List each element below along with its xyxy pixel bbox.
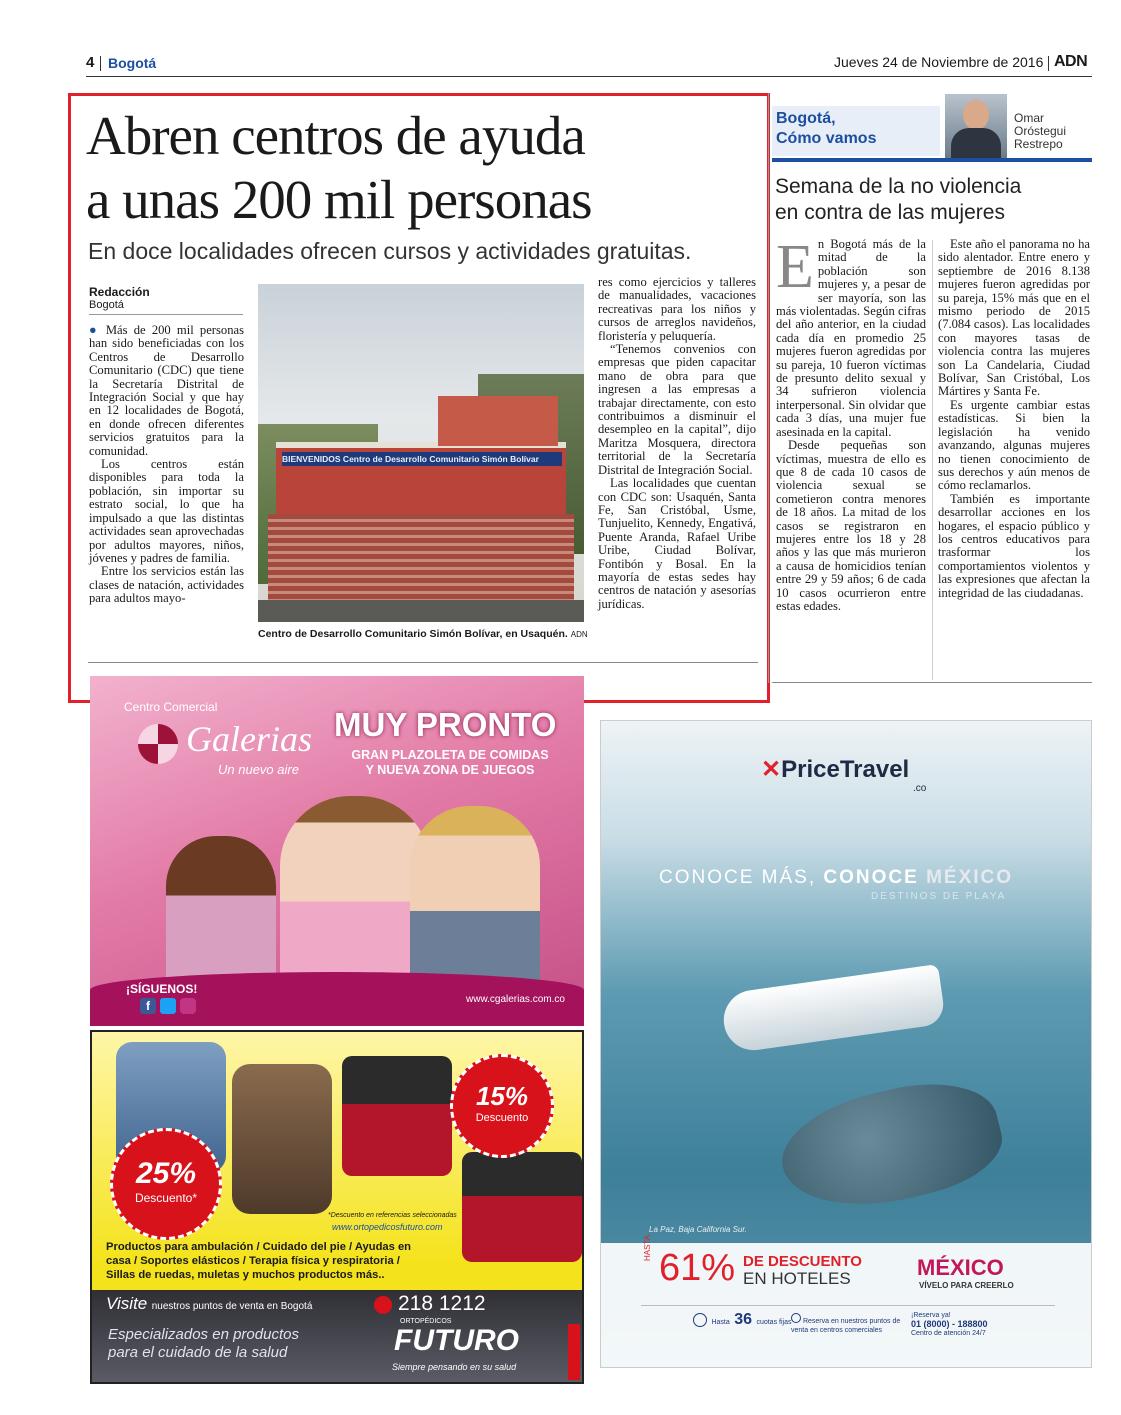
ad-pricetravel[interactable]: [600, 720, 1092, 1368]
col2-p1: res como ejercicios y talleres de manualidades, vacaciones recreativas para los niños y cursos de arreglos navideños, floristería y peluquería.: [598, 275, 756, 343]
brand-logo: ADN: [1054, 53, 1088, 70]
column-section-tab: [772, 106, 940, 156]
ad-futuro[interactable]: [90, 1030, 584, 1384]
building-sign: BIENVENIDOS Centro de Desarrollo Comunitario Simón Bolívar: [282, 452, 562, 466]
col2-p2: “Tenemos convenios con empresas que piden capacitar mano de obra para que ingresen a las empresas a trabajar directamente, con esto contribuimos a disminuir el desempleo en la capital”, dijo Maritza Mosquera, directora territorial de la Secretaría Distrital de Integración Social.: [598, 342, 756, 477]
column-c1-p1: n Bogotá más de la mitad de la población son mujeres y, a pesar de ser mayoría, son las más violentadas. Según cifras del año anterior, en la ciudad cada día en promedio 25 mujeres fueron agredidas por su pareja, 10 fueron víctimas de presunto delito sexual y 34 sufrieron violencia interpersonal. Sin olvidar que cada 3 días, una mujer fue asesinada en la capital.: [776, 237, 926, 439]
feature-cuotas: Hasta 36 cuotas fijas: [693, 1311, 791, 1329]
pricetravel-hasta: HASTA: [643, 1234, 652, 1261]
author-first: Omar: [1014, 111, 1044, 125]
article-col-1: [89, 324, 244, 606]
futuro-brand: FUTURO: [394, 1324, 519, 1357]
futuro-phone[interactable]: 218 1212: [398, 1292, 486, 1315]
discount-badge-25: 25% Descuento*: [110, 1128, 222, 1240]
futuro-products: Productos para ambulación / Cuidado del pie / Ayudas en casa / Soportes elásticos / Terapia física y respiratoria / Sillas de ruedas, muletas y muchos productos más..: [106, 1241, 412, 1281]
social-icons: [140, 998, 204, 1016]
header-divider: [100, 56, 101, 71]
page-header: [86, 54, 1092, 76]
dropcap: E: [776, 233, 814, 301]
photo-caption-block: [258, 628, 588, 640]
subhead: En doce localidades ofrecen cursos y actividades gratuitas.: [88, 238, 692, 264]
galerias-sub: GRAN PLAZOLETA DE COMIDAS Y NUEVA ZONA DE JUEGOS: [351, 748, 549, 777]
column-c2-p2: Es urgente cambiar estas estadísticas. Si bien la legislación ha venido avanzando, algunas mujeres no tienen conocimiento de sus derechos y aún menos de cómo reclamarlos.: [938, 397, 1090, 493]
scooter-red-2: [462, 1152, 582, 1262]
store-icon: [791, 1313, 801, 1323]
column-bottom-rule: [772, 682, 1092, 683]
whale-shark: [771, 1066, 1011, 1226]
column-section-line-2: Cómo vamos: [776, 130, 877, 147]
article-photo: [258, 284, 584, 622]
pricetravel-suffix: .co: [913, 783, 927, 794]
column-title-line-1: Semana de la no violencia: [775, 175, 1022, 198]
futuro-note: *Descuento en referencias seleccionadas: [328, 1212, 457, 1219]
galerias-tagline: Un nuevo aire: [218, 762, 299, 777]
pricetravel-headline: CONOCE MÁS, CONOCE MÉXICO: [659, 867, 1014, 888]
header-rule: [86, 76, 1092, 77]
pricetravel-sub: DESTINOS DE PLAYA: [871, 891, 1007, 902]
futuro-url[interactable]: www.ortopedicosfuturo.com: [332, 1222, 443, 1232]
column-title-line-2: en contra de las mujeres: [775, 201, 1005, 224]
galerias-follow: ¡SÍGUENOS!: [126, 982, 198, 996]
col2-p3: Las localidades que cuentan con CDC son: Usaquén, Santa Fe, San Cristóbal, Usme, Tunjuelito, Kennedy, Engativá, Puente Aranda, Rafael Uribe Uribe, Ciudad Bolívar, Fontibón y Bosal. En la mayoría de estas sedes hay centros de natación y asesorías jurídicas.: [598, 476, 756, 611]
pricetravel-location: La Paz, Baja California Sur.: [649, 1225, 747, 1234]
galerias-top-label: Centro Comercial: [124, 700, 218, 714]
issue-date: Jueves 24 de Noviembre de 2016: [834, 54, 1044, 70]
column-c2-p3: También es importante desarrollar acciones en los hogares, el espacio público y los centros educativos para trasformar los comportamientos violentos y las expresiones que afectan la integridad de las ciudadanas.: [938, 491, 1090, 600]
mexico-logo: MÉXICO: [917, 1255, 1004, 1280]
column-section-line-1: Bogotá,: [776, 110, 836, 127]
boat: [720, 964, 946, 1054]
futuro-brand-small: ORTOPÉDICOS: [400, 1318, 452, 1325]
photo-caption: Centro de Desarrollo Comunitario Simón Bolívar, en Usaquén.: [258, 628, 568, 640]
headline: [86, 104, 766, 232]
phone-icon: [374, 1296, 392, 1314]
futuro-slogan: Especializados en productos para el cuidado de la salud: [108, 1326, 299, 1361]
flower-icon: [138, 724, 178, 764]
byline-block: [89, 285, 249, 311]
pricetravel-pct: 61%: [659, 1247, 736, 1289]
page-number: 4: [86, 54, 95, 71]
armchair-brown: [232, 1064, 332, 1214]
column-c1-p2: Desde pequeñas son víctimas, muestra de ello es que 8 de cada 10 casos de violencia sexual se cometieron contra menores de 18 años. La mitad de los casos se registraron en mujeres entre los 18 y 28 años y las que más murieron a causa de homicidios tenían entre 29 y 59 años; 6 de cada 10 casos ocurrieron entre estas edades.: [776, 438, 926, 613]
pricetravel-discount: DE DESCUENTO EN HOTELES: [743, 1253, 862, 1288]
col1-p2: Los centros están disponibles para toda la población, sin importar su estrato social, lo que ha impulsado a que las distintas actividades sean aprovechadas por adultos mayores, niños, jóvenes y padres de familia.: [89, 457, 244, 565]
headline-line-2: a unas 200 mil personas: [86, 169, 592, 230]
col1-p1: Más de 200 mil personas han sido beneficiadas con los Centros de Desarrollo Comunitario (CDC) que tiene la Secretaría Distrital de Integración Social y que hay en 12 localidades de Bogotá, en donde ofrecen diferentes servicios gratuitos para la comunidad.: [89, 323, 244, 458]
author-photo: [945, 94, 1007, 158]
author-middle: Oróstegui: [1014, 124, 1067, 138]
ad-galerias[interactable]: [90, 676, 584, 1026]
pricetravel-x-icon: ✕: [761, 756, 782, 783]
feature-phone: ¡Reserva ya! 01 (8000) - 188800 Centro de atención 24/7: [911, 1312, 988, 1337]
column-divider: [768, 93, 769, 683]
author-last: Restrepo: [1014, 137, 1063, 151]
discount-badge-15: 15% Descuento: [450, 1054, 554, 1158]
instagram-icon[interactable]: [180, 998, 196, 1014]
article-bottom-rule: [88, 662, 758, 663]
dateline: Bogotá: [89, 299, 124, 311]
feature-puntos: Reserva en nuestros puntos de venta en centros comerciales: [791, 1313, 911, 1335]
section-name: Bogotá: [108, 55, 157, 71]
byline-rule: [89, 314, 243, 315]
column-col-2: [938, 238, 1090, 600]
col1-p3: Entre los servicios están las clases de natación, actividades para adultos mayo-: [89, 564, 244, 606]
twitter-icon[interactable]: [160, 998, 176, 1014]
header-divider-2: [1048, 56, 1049, 71]
author-name: [1014, 112, 1066, 151]
column-c2-p1: Este año el panorama no ha sido alentador. Entre enero y septiembre de 2016 8.138 mujeres fueron agredidas por su pareja, 15% más que en el mismo periodo de 2015 (7.084 casos). Las localidades con mayores tasas de violencia contra las mujeres son La Candelaria, Ciudad Bolívar, San Cristóbal, Los Mártires y Santa Fe.: [938, 237, 1090, 399]
photo-credit: ADN: [570, 630, 588, 639]
column-header-rule: [772, 158, 1092, 162]
byline: Redacción: [89, 285, 150, 299]
facebook-icon[interactable]: f: [140, 998, 156, 1014]
column-col-1: [776, 233, 926, 613]
galerias-url[interactable]: www.cgalerias.com.co: [466, 994, 565, 1005]
galerias-headline: MUY PRONTO: [334, 706, 557, 743]
mexico-tagline: VÍVELO PARA CREERLO: [919, 1281, 1014, 1290]
pricetravel-brand: ✕PriceTravel: [761, 756, 910, 783]
column-title: [775, 174, 1093, 226]
futuro-brand-tagline: Siempre pensando en su salud: [392, 1362, 517, 1372]
check-icon: [693, 1313, 707, 1327]
bullet-icon: ●: [89, 323, 106, 337]
scooter-red: [342, 1056, 452, 1176]
article-col-2: [598, 276, 756, 611]
galerias-brand: Galerias: [186, 719, 312, 759]
futuro-visit: Visite nuestros puntos de venta en Bogotá: [106, 1294, 313, 1313]
headline-line-1: Abren centros de ayuda: [86, 105, 585, 166]
